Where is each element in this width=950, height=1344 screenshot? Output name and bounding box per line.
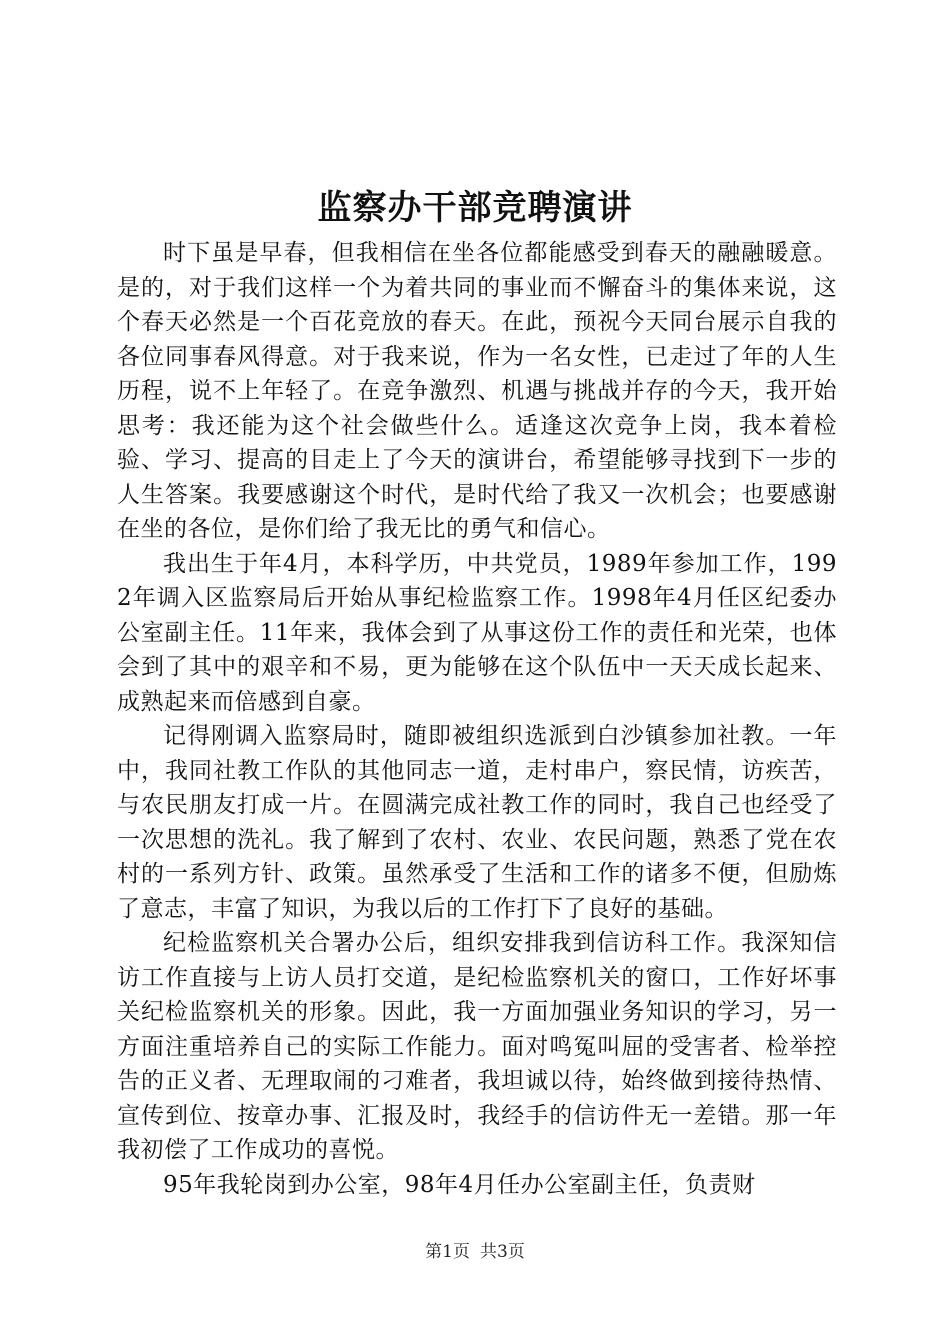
page-total: 共3页 <box>480 1242 525 1262</box>
paragraph-3: 记得刚调入监察局时，随即被组织选派到白沙镇参加社教。一年中，我同社教工作队的其他同志一道，走村串户，察民情，访疾苦，与农民朋友打成一片。在圆满完成社教工作的同时，我自己也经受了一次思想的洗礼。我了解到了农村、农业、农民问题，熟悉了党在农村的一系列方针、政策。虽然承受了生活和工作的诸多不便，但励炼了意志，丰富了知识，为我以后的工作打下了良好的基础。 <box>117 723 837 922</box>
page-footer <box>0 1240 950 1264</box>
document-title: 监察办干部竞聘演讲 <box>317 188 633 228</box>
document-body <box>117 236 837 1202</box>
paragraph-1: 时下虽是早春，但我相信在坐各位都能感受到春天的融融暖意。是的，对于我们这样一个为着共同的事业而不懈奋斗的集体来说，这个春天必然是一个百花竞放的春天。在此，预祝今天同台展示自我的各位同事春风得意。对于我来说，作为一名女性，已走过了年的人生历程，说不上年轻了。在竞争激烈、机遇与挑战并存的今天，我开始思考：我还能为这个社会做些什么。适逢这次竞争上岗，我本着检验、学习、提高的目走上了今天的演讲台，希望能够寻找到下一步的人生答案。我要感谢这个时代，是时代给了我又一次机会；也要感谢在坐的各位，是你们给了我无比的勇气和信心。 <box>117 240 837 542</box>
paragraph-4: 纪检监察机关合署办公后，组织安排我到信访科工作。我深知信访工作直接与上访人员打交道，是纪检监察机关的窗口，工作好坏事关纪检监察机关的形象。因此，我一方面加强业务知识的学习，另一方面注重培养自己的实际工作能力。面对鸣冤叫屈的受害者、检举控告的正义者、无理取闹的刁难者，我坦诚以待，始终做到接待热情、宣传到位、按章办事、汇报及时，我经手的信访件无一差错。那一年我初偿了工作成功的喜悦。 <box>117 930 837 1163</box>
paragraph-5: 95年我轮岗到办公室，98年4月任办公室副主任，负责财 <box>163 1171 756 1198</box>
paragraph-2: 我出生于年4月，本科学历，中共党员，1989年参加工作，1992年调入区监察局后开始从事纪检监察工作。1998年4月任区纪委办公室副主任。11年来，我体会到了从事这份工作的责任和光荣，也体会到了其中的艰辛和不易，更为能够在这个队伍中一天天成长起来、成熟起来而倍感到自豪。 <box>117 550 837 715</box>
page-number: 第1页 <box>425 1242 470 1262</box>
